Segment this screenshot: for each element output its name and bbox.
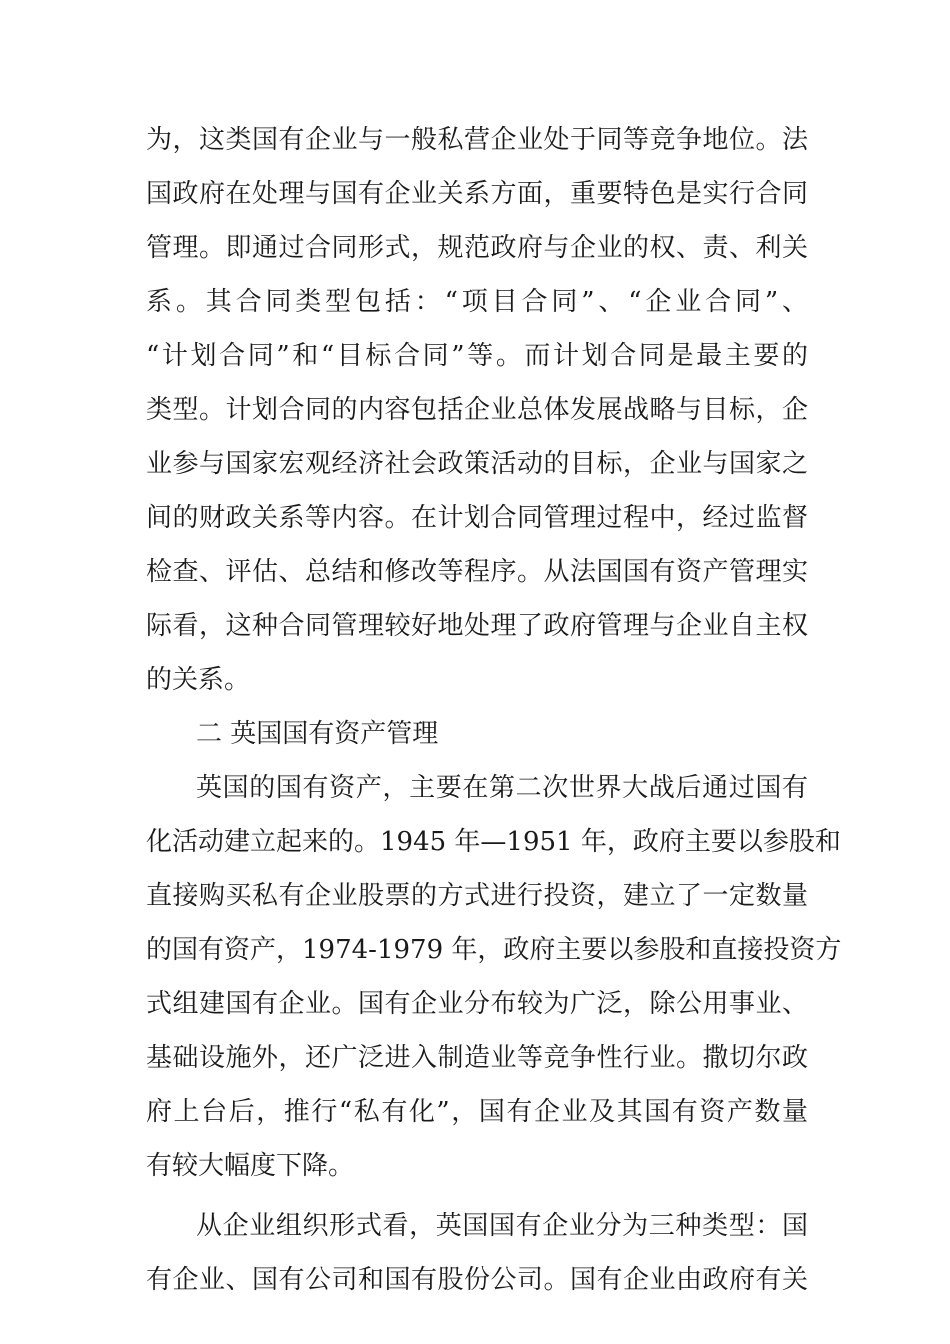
paragraph-line: 有较大幅度下降。 (146, 1151, 355, 1181)
paragraph-line: 的关系。 (146, 665, 251, 695)
paragraph-line: 类型。计划合同的内容包括企业总体发展战略与目标，企 (146, 395, 808, 425)
paragraph-line: 际看，这种合同管理较好地处理了政府管理与企业自主权 (146, 611, 808, 641)
paragraph-line: 有企业、国有公司和国有股份公司。国有企业由政府有关 (146, 1265, 808, 1295)
paragraph-line: 国政府在处理与国有企业关系方面，重要特色是实行合同 (146, 179, 808, 209)
paragraph-line: 英国的国有资产，主要在第二次世界大战后通过国有 (196, 773, 808, 803)
paragraph-line: 业参与国家宏观经济社会政策活动的目标，企业与国家之 (146, 449, 808, 479)
paragraph-line: 基础设施外，还广泛进入制造业等竞争性行业。撒切尔政 (146, 1043, 808, 1073)
paragraph-line: 管理。即通过合同形式，规范政府与企业的权、责、利关 (146, 233, 808, 263)
paragraph-line: 式组建国有企业。国有企业分布较为广泛，除公用事业、 (146, 989, 808, 1019)
paragraph-line: “计划合同”和“目标合同”等。而计划合同是最主要的 (146, 341, 808, 371)
paragraph-line: 的国有资产，1974-1979 年，政府主要以参股和直接投资方 (146, 935, 842, 965)
paragraph-line: 从企业组织形式看，英国国有企业分为三种类型：国 (196, 1211, 808, 1241)
paragraph-line: 直接购买私有企业股票的方式进行投资，建立了一定数量 (146, 881, 808, 911)
paragraph-line: 化活动建立起来的。1945 年—1951 年，政府主要以参股和 (146, 827, 841, 857)
paragraph-line: 系。其合同类型包括：“项目合同”、“企业合同”、 (146, 287, 808, 317)
section-heading: 二 英国国有资产管理 (196, 719, 439, 749)
paragraph-line: 府上台后，推行“私有化”，国有企业及其国有资产数量 (146, 1097, 808, 1127)
paragraph-line: 检查、评估、总结和修改等程序。从法国国有资产管理实 (146, 557, 808, 587)
paragraph-line: 为，这类国有企业与一般私营企业处于同等竞争地位。法 (146, 125, 808, 155)
paragraph-line: 间的财政关系等内容。在计划合同管理过程中，经过监督 (146, 503, 808, 533)
